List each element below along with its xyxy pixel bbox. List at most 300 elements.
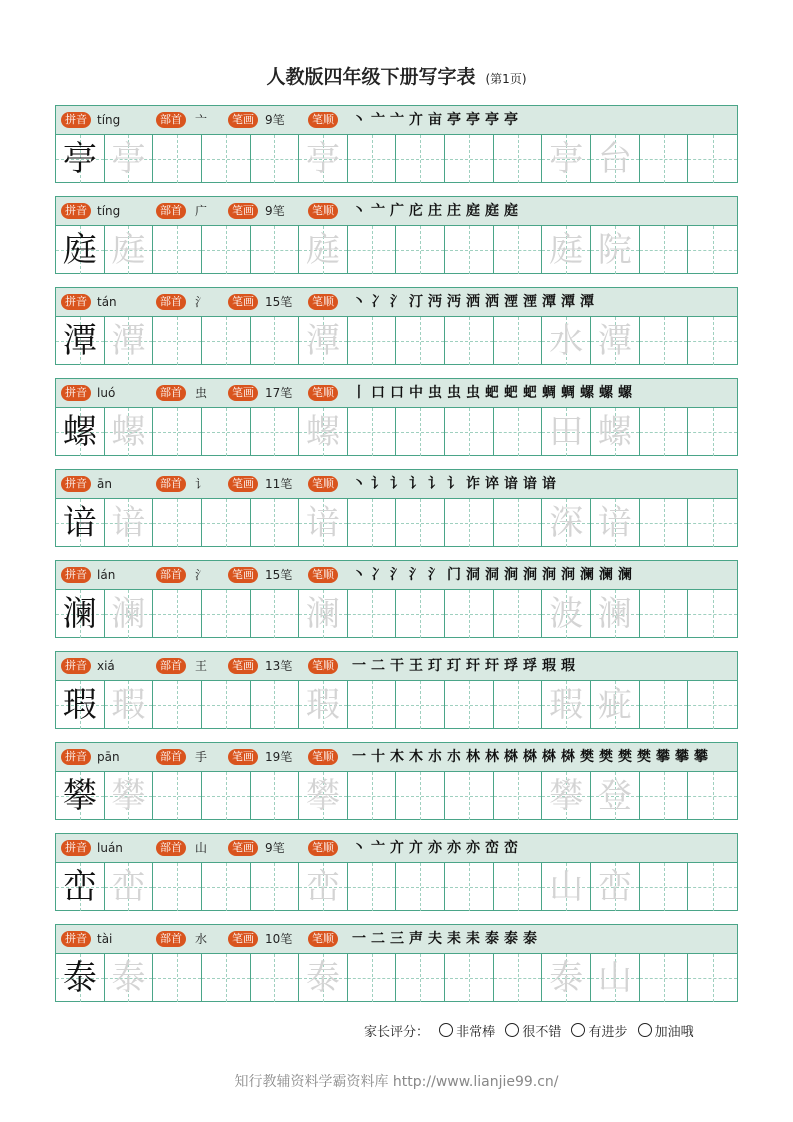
stroke-count-value: 10笔 [265,932,293,946]
grid-cell[interactable] [153,317,202,365]
grid-cell[interactable] [688,590,737,638]
stroke-step: 一 [352,749,367,765]
grid-cell[interactable] [494,135,543,183]
character-block [55,651,738,729]
stroke-count-value: 9笔 [265,841,285,855]
title-text: 人教版四年级下册写字表 [266,66,476,88]
grid-cell[interactable] [348,590,397,638]
stroke-step: 亭 [447,112,462,128]
radical-value: 亠 [195,113,208,127]
stroke-step: 峦 [485,840,500,856]
stroke-step: 沔 [447,294,462,310]
stroke-step: 三 [390,931,405,947]
stroke-step: 丶 [352,840,367,856]
grid-cell[interactable] [688,317,737,365]
grid-cell [299,499,348,547]
grid-cell[interactable] [688,226,737,274]
grid-cell[interactable] [251,590,300,638]
stroke-step: 夫 [428,931,443,947]
trace-word-char: 澜 [597,594,632,634]
stroke-step: 虫 [447,385,462,401]
pinyin-badge: 拼音 [61,385,91,401]
grid-cell [591,863,640,911]
grid-cell[interactable] [445,317,494,365]
stroke-order-sequence [352,837,523,857]
stroke-count-badge: 笔画 [228,476,258,492]
radio-option-1[interactable] [439,1023,453,1037]
grid-cell[interactable] [640,317,689,365]
grid-cell [542,863,591,911]
grid-cell[interactable] [688,135,737,183]
grid-cell[interactable] [640,135,689,183]
grid-cell[interactable] [445,499,494,547]
grid-cell[interactable] [494,408,543,456]
trace-word-char: 山 [597,958,632,998]
character-block [55,924,738,1002]
grid-cell [542,226,591,274]
trace-character: 亭 [306,139,341,179]
pinyin-value: luó [97,386,116,400]
grid-cell[interactable] [251,954,300,1002]
model-character: 澜 [62,594,97,634]
rating-option-label: 加油哦 [654,1025,694,1040]
stroke-step: 棥 [523,749,538,765]
writing-grid [56,135,737,183]
grid-cell [591,681,640,729]
grid-cell[interactable] [396,954,445,1002]
stroke-step: 亠 [371,840,386,856]
trace-character: 泰 [111,958,146,998]
grid-cell[interactable] [640,226,689,274]
stroke-step: 螺 [599,385,614,401]
stroke-order-sequence [352,655,580,675]
grid-cell[interactable] [251,317,300,365]
stroke-step: 泰 [523,931,538,947]
stroke-step: 林 [466,749,481,765]
grid-cell[interactable] [396,135,445,183]
grid-cell [299,772,348,820]
stroke-step: 讠 [447,476,462,492]
stroke-step: 螺 [580,385,595,401]
grid-cell[interactable] [396,590,445,638]
pinyin-value: xiá [97,659,115,673]
trace-word-char: 院 [597,230,632,270]
stroke-order-sequence [352,473,561,493]
stroke-step: 蜩 [561,385,576,401]
stroke-step: 谙 [542,476,557,492]
model-character: 庭 [62,230,97,270]
model-character: 亭 [62,139,97,179]
stroke-step: 庭 [485,203,500,219]
stroke-step: 广 [390,203,405,219]
grid-cell[interactable] [445,863,494,911]
stroke-step: 涧 [504,567,519,583]
stroke-order-sequence [352,928,542,948]
stroke-count-badge: 笔画 [228,658,258,674]
rating-option-label: 有进步 [588,1025,628,1040]
stroke-order-badge: 笔顺 [308,749,338,765]
stroke-step: 泰 [504,931,519,947]
footer-watermark: 知行教辅资料学霸资料库 http://www.lianjie99.cn/ [234,1074,559,1090]
grid-cell[interactable] [494,772,543,820]
grid-cell[interactable] [348,772,397,820]
grid-cell[interactable] [640,681,689,729]
stroke-step: 玎 [447,658,462,674]
grid-cell [299,863,348,911]
trace-character: 攀 [111,776,146,816]
stroke-order-badge: 笔顺 [308,840,338,856]
trace-word-char: 亭 [549,139,584,179]
grid-cell [299,590,348,638]
stroke-count-value: 15笔 [265,295,293,309]
pinyin-badge: 拼音 [61,294,91,310]
character-block [55,287,738,365]
radical-value: 广 [195,204,208,218]
grid-cell[interactable] [251,772,300,820]
pinyin-badge: 拼音 [61,112,91,128]
grid-cell [56,226,105,274]
trace-character: 庭 [111,230,146,270]
stroke-step: 丶 [352,476,367,492]
grid-cell [56,772,105,820]
trace-character: 泰 [306,958,341,998]
grid-cell[interactable] [153,863,202,911]
stroke-step: 丶 [352,567,367,583]
stroke-step: 攀 [675,749,690,765]
stroke-step: 亣 [409,112,424,128]
character-info-header [56,470,737,499]
stroke-step: 蜩 [542,385,557,401]
trace-word-char: 登 [597,776,632,816]
character-info-header [56,288,737,317]
writing-grid [56,954,737,1002]
grid-cell[interactable] [348,863,397,911]
grid-cell[interactable] [153,681,202,729]
stroke-step: 潭 [561,294,576,310]
grid-cell [56,317,105,365]
stroke-order-badge: 笔顺 [308,476,338,492]
pinyin-badge: 拼音 [61,567,91,583]
grid-cell[interactable] [348,317,397,365]
grid-cell [591,772,640,820]
grid-cell [56,954,105,1002]
pinyin-value: tíng [97,113,121,127]
grid-cell[interactable] [688,772,737,820]
pinyin-badge: 拼音 [61,658,91,674]
grid-cell[interactable] [640,954,689,1002]
stroke-step: 讠 [390,476,405,492]
radical-value: 氵 [195,295,208,309]
grid-cell[interactable] [348,226,397,274]
stroke-step: 庄 [447,203,462,219]
grid-cell [542,681,591,729]
trace-word-char: 波 [549,594,584,634]
pinyin-value: pān [97,750,120,764]
stroke-step: 二 [371,931,386,947]
stroke-step: 丶 [352,203,367,219]
stroke-count-value: 11笔 [265,477,293,491]
grid-cell[interactable] [396,408,445,456]
stroke-step: 讠 [428,476,443,492]
radical-badge: 部首 [156,112,186,128]
grid-cell [591,590,640,638]
stroke-step: 亠 [371,203,386,219]
grid-cell [542,408,591,456]
character-info-header [56,379,737,408]
grid-cell[interactable] [202,681,251,729]
grid-cell[interactable] [396,226,445,274]
grid-cell[interactable] [348,499,397,547]
grid-cell[interactable] [396,772,445,820]
grid-cell[interactable] [348,135,397,183]
grid-cell[interactable] [348,954,397,1002]
pinyin-value: tài [97,932,113,946]
grid-cell[interactable] [494,590,543,638]
stroke-step: 林 [485,749,500,765]
stroke-step: 攀 [656,749,671,765]
grid-cell[interactable] [251,681,300,729]
grid-cell[interactable] [396,499,445,547]
grid-cell[interactable] [251,226,300,274]
trace-word-char: 攀 [549,776,584,816]
stroke-step: 亦 [447,840,462,856]
pinyin-value: tán [97,295,117,309]
grid-cell[interactable] [153,499,202,547]
grid-cell [542,590,591,638]
trace-word-char: 泰 [549,958,584,998]
grid-cell [542,954,591,1002]
stroke-step: 虫 [466,385,481,401]
stroke-step: 洞 [466,567,481,583]
pinyin-badge: 拼音 [61,476,91,492]
trace-character: 庭 [306,230,341,270]
stroke-count-value: 15笔 [265,568,293,582]
pinyin-badge: 拼音 [61,840,91,856]
grid-cell [542,317,591,365]
stroke-step: 涧 [523,567,538,583]
radical-badge: 部首 [156,840,186,856]
grid-cell[interactable] [445,590,494,638]
stroke-step: 樊 [618,749,633,765]
radical-badge: 部首 [156,658,186,674]
grid-cell[interactable] [153,772,202,820]
grid-cell[interactable] [202,863,251,911]
stroke-step: 冫 [371,294,386,310]
grid-cell [299,135,348,183]
pinyin-badge: 拼音 [61,749,91,765]
grid-cell[interactable] [688,954,737,1002]
stroke-count-value: 9笔 [265,113,285,127]
grid-cell [299,317,348,365]
stroke-step: 涧 [561,567,576,583]
grid-cell [591,954,640,1002]
grid-cell[interactable] [445,772,494,820]
grid-cell[interactable] [445,408,494,456]
stroke-order-badge: 笔顺 [308,294,338,310]
grid-cell[interactable] [494,954,543,1002]
stroke-count-badge: 笔画 [228,203,258,219]
grid-cell[interactable] [153,135,202,183]
stroke-step: 泰 [485,931,500,947]
pinyin-badge: 拼音 [61,931,91,947]
grid-cell[interactable] [202,226,251,274]
radical-badge: 部首 [156,385,186,401]
stroke-step: 攀 [694,749,709,765]
grid-cell[interactable] [494,226,543,274]
character-block [55,105,738,183]
stroke-step: 潭 [542,294,557,310]
grid-cell[interactable] [153,954,202,1002]
grid-cell[interactable] [445,954,494,1002]
stroke-step: 澜 [618,567,633,583]
pinyin-value: tíng [97,204,121,218]
stroke-step: 樊 [599,749,614,765]
stroke-step: 涧 [542,567,557,583]
trace-word-char: 谙 [597,503,632,543]
character-block [55,469,738,547]
grid-cell[interactable] [202,408,251,456]
stroke-count-value: 17笔 [265,386,293,400]
character-block [55,742,738,820]
stroke-step: 虫 [428,385,443,401]
stroke-order-badge: 笔顺 [308,385,338,401]
trace-character: 瑕 [306,685,341,725]
grid-cell [299,408,348,456]
grid-cell[interactable] [396,681,445,729]
grid-cell[interactable] [202,135,251,183]
stroke-order-sequence [352,109,523,129]
radio-option-2[interactable] [505,1023,519,1037]
grid-cell[interactable] [153,408,202,456]
grid-cell[interactable] [494,499,543,547]
grid-cell[interactable] [688,408,737,456]
grid-cell[interactable] [202,499,251,547]
character-block [55,378,738,456]
stroke-order-sequence [352,291,599,311]
stroke-count-value: 13笔 [265,659,293,673]
stroke-step: 十 [371,749,386,765]
trace-word-char: 水 [549,321,584,361]
stroke-step: 亭 [504,112,519,128]
character-info-header [56,925,737,954]
stroke-step: 庭 [466,203,481,219]
character-info-header [56,743,737,772]
grid-cell [105,226,154,274]
grid-cell[interactable] [153,590,202,638]
stroke-step: 螺 [618,385,633,401]
grid-cell[interactable] [202,317,251,365]
grid-cell[interactable] [445,135,494,183]
grid-cell[interactable] [202,772,251,820]
stroke-step: 木 [390,749,405,765]
grid-cell [105,317,154,365]
trace-character: 潭 [306,321,341,361]
grid-cell[interactable] [640,499,689,547]
radio-option-4[interactable] [638,1023,652,1037]
stroke-step: 玕 [466,658,481,674]
grid-cell[interactable] [396,863,445,911]
stroke-step: 亦 [466,840,481,856]
stroke-step: 湮 [523,294,538,310]
grid-cell[interactable] [153,226,202,274]
stroke-step: 蚆 [523,385,538,401]
stroke-step: 澜 [580,567,595,583]
trace-character: 澜 [111,594,146,634]
stroke-step: 谙 [504,476,519,492]
stroke-step: 中 [409,385,424,401]
writing-grid [56,499,737,547]
trace-character: 螺 [111,412,146,452]
radical-value: 讠 [195,477,208,491]
page-title [0,62,793,89]
rating-label: 家长评分： [364,1025,430,1040]
grid-cell[interactable] [494,317,543,365]
radio-option-3[interactable] [571,1023,585,1037]
stroke-step: 讠 [409,476,424,492]
parent-rating [364,1021,694,1040]
grid-cell[interactable] [202,954,251,1002]
stroke-step: 干 [390,658,405,674]
radical-badge: 部首 [156,749,186,765]
grid-cell[interactable] [202,590,251,638]
grid-cell[interactable] [640,590,689,638]
grid-cell[interactable] [348,681,397,729]
grid-cell[interactable] [251,408,300,456]
stroke-step: 声 [409,931,424,947]
stroke-step: 木 [409,749,424,765]
trace-word-char: 台 [597,139,632,179]
grid-cell[interactable] [251,863,300,911]
writing-grid [56,317,737,365]
grid-cell[interactable] [396,317,445,365]
stroke-step: 樊 [580,749,595,765]
grid-cell[interactable] [688,863,737,911]
grid-cell[interactable] [688,499,737,547]
stroke-step: 耒 [447,931,462,947]
grid-cell[interactable] [445,226,494,274]
grid-cell [105,954,154,1002]
stroke-step: 亩 [428,112,443,128]
stroke-order-sequence [352,564,637,584]
stroke-step: 谇 [485,476,500,492]
grid-cell[interactable] [251,135,300,183]
stroke-count-value: 19笔 [265,750,293,764]
stroke-step: 丶 [352,112,367,128]
radical-value: 氵 [195,568,208,582]
grid-cell[interactable] [640,863,689,911]
model-character: 攀 [62,776,97,816]
stroke-step: 口 [371,385,386,401]
grid-cell [105,135,154,183]
grid-cell[interactable] [494,863,543,911]
grid-cell[interactable] [640,772,689,820]
stroke-count-badge: 笔画 [228,385,258,401]
stroke-step: 一 [352,658,367,674]
grid-cell[interactable] [445,681,494,729]
grid-cell[interactable] [348,408,397,456]
grid-cell[interactable] [688,681,737,729]
stroke-step: 蚆 [504,385,519,401]
grid-cell[interactable] [251,499,300,547]
character-info-header [56,834,737,863]
grid-cell[interactable] [640,408,689,456]
rating-option-label: 非常棒 [456,1025,496,1040]
stroke-step: 棥 [542,749,557,765]
grid-cell[interactable] [494,681,543,729]
grid-cell [105,408,154,456]
stroke-step: 瑕 [542,658,557,674]
stroke-step: 庀 [409,203,424,219]
